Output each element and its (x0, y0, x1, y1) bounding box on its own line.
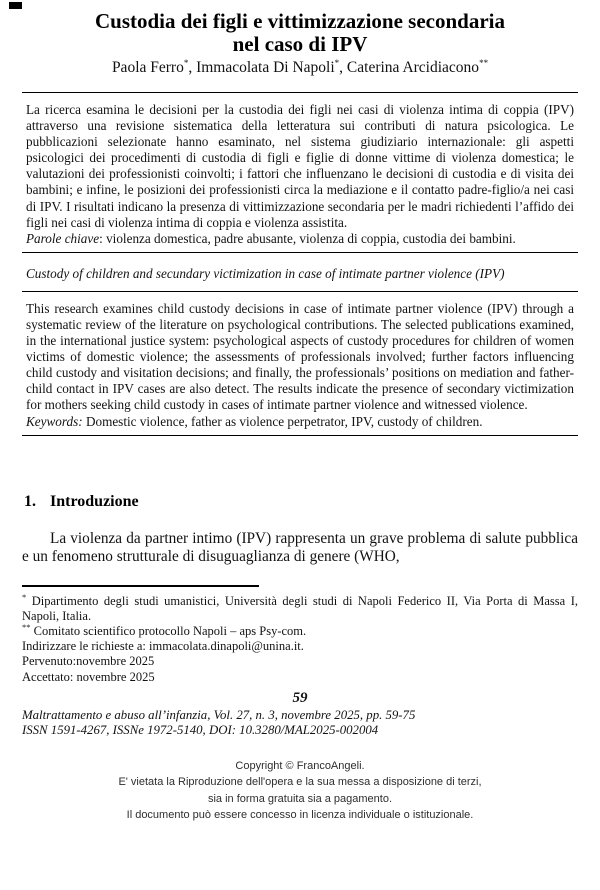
author-name: , Immacolata Di Napoli (188, 59, 335, 76)
section-number: 1. (24, 492, 36, 510)
abstract-italian (22, 93, 578, 252)
keywords-text-it: : violenza domestica, padre abusante, violenza di coppia, custodia dei bambini. (99, 230, 516, 246)
author-footnote-mark: * (183, 57, 189, 68)
abstract-english (22, 292, 578, 435)
footnote-text: Comitato scientifico protocollo Napoli – aps Psy-com. (30, 624, 307, 638)
footnote-separator-rule (22, 585, 259, 587)
footnote-correspondence: Indirizzare le richieste a: immacolata.dinapoli@unina.it. (22, 639, 304, 654)
scan-artifact-mark (9, 2, 22, 9)
introduction-paragraph: La violenza da partner intimo (IPV) rappresenta un grave problema di salute pubblica e un fenomeno strutturale di disuguaglianza di genere (WHO, (22, 529, 578, 565)
paper-title-line1: Custodia dei figli e vittimizzazione secondaria (94, 9, 506, 33)
keywords-label-en: Keywords: (26, 413, 83, 429)
issn-doi-line: ISSN 1591-4267, ISSNe 1972-5140, DOI: 10.3280/MAL2025-002004 (22, 723, 379, 738)
paper-title-line2: nel caso di IPV (232, 32, 368, 56)
footnote-mark: * (22, 591, 27, 602)
keywords-label-it: Parole chiave (26, 230, 100, 246)
divider-rule-after-english-abstract (22, 435, 578, 436)
footnote-affiliation-1 (22, 591, 578, 624)
copyright-notice (22, 758, 578, 824)
paper-title (22, 10, 578, 56)
abstract-italian-body: La ricerca esamina le decisioni per la custodia dei figli nei casi di violenza intima di coppia (IPV) attraverso una revisione sistematica della letteratura sui contributi di natura psicologica. Le pubblicazioni selezionate hanno esaminato, nel sistema giudiziario internazionale: gli aspetti psicologici dei procedimenti di custodia di figli e figlie di donne vittime di violenza domestica; le valutazioni dei professionisti coinvolti; i fattori che influenzano le decisioni di custodia e di visita dei bambini; e infine, le posizioni dei professionisti circa la mediazione e il contatto padre-figlio/a nei casi di IPV. I risultati indicano la presenza di vittimizzazione secondaria per le madri richiedenti l’affido dei figli nei casi di violenza intima di coppia e violenza assistita. (26, 102, 574, 230)
footnote-affiliation-2 (22, 621, 578, 639)
authors-line (22, 58, 578, 77)
author-name: Paola Ferro (111, 59, 184, 76)
copyright-line-4: Il documento può essere concesso in licenza individuale o istituzionale. (126, 809, 474, 822)
footnote-text: Dipartimento degli studi umanistici, Università degli studi di Napoli Federico II, Via Porta di Massa I, Napoli, Italia. (22, 593, 578, 623)
keywords-text-en: Domestic violence, father as violence perpetrator, IPV, custody of children. (82, 413, 483, 429)
english-title: Custody of children and secundary victimization in case of intimate partner violence (IPV) (26, 265, 505, 281)
footnote-received-date: Pervenuto:novembre 2025 (22, 654, 155, 669)
abstract-english-body: This research examines child custody decisions in case of intimate partner violence (IPV) through a systematic review of the literature on psychological contributions. The selected publications examined, in the international justice system: psychological aspects of custody procedures for children of women victims of domestic violence; the assessments of professionals involved; further factors influencing child custody and visitation decisions; and finally, the professionals’ positions on mediation and father-child contact in IPV cases are also detect. The results indicate the presence of secondary victimization for mothers seeking child custody in cases of intimate partner violence and witnessed violence. (26, 300, 574, 413)
author-footnote-mark: * (334, 57, 340, 68)
footnote-accepted-date: Accettato: novembre 2025 (22, 669, 155, 684)
page-number: 59 (292, 689, 308, 706)
author-name: , Caterina Arcidiacono (339, 59, 480, 76)
author-footnote-mark: ** (479, 57, 489, 68)
section-title: Introduzione (50, 492, 139, 510)
abstract-italian-keywords (26, 231, 574, 247)
journal-citation-line: Maltrattamento e abuso all’infanzia, Vol. 27, n. 3, novembre 2025, pp. 59-75 (22, 707, 416, 722)
copyright-line-2: E' vietata la Riproduzione dell'opera e la sua messa a disposizione di terzi, (118, 776, 482, 789)
abstract-english-keywords (26, 414, 574, 430)
footnotes-block (22, 591, 578, 685)
section-heading-introduction (24, 493, 578, 511)
copyright-line-3: sia in forma gratuita sia a pagamento. (207, 792, 393, 805)
footnote-mark: ** (22, 621, 31, 632)
copyright-line-1: Copyright © FrancoAngeli. (235, 759, 365, 772)
